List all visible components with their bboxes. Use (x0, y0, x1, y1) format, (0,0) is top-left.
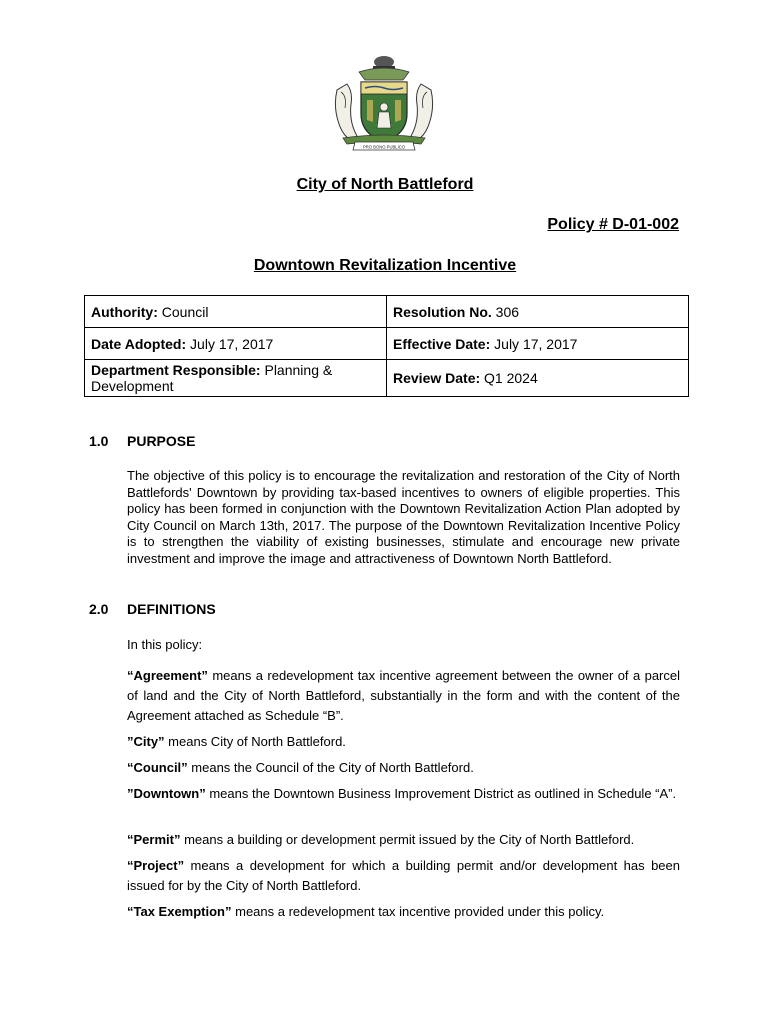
definitions-heading: 2.0 DEFINITIONS (89, 601, 216, 617)
resolution-cell: Resolution No. 306 (387, 296, 689, 328)
definition-item: ”Downtown” means the Downtown Business Improvement District as outlined in Schedule “A”. (127, 786, 677, 801)
table-row (85, 328, 689, 360)
department-cell: Department Responsible: Planning & Development (85, 360, 387, 397)
policy-info-table (84, 295, 689, 397)
city-name-heading: City of North Battleford (296, 176, 474, 193)
review-date-cell: Review Date: Q1 2024 (387, 360, 689, 397)
table-row (85, 360, 689, 397)
definition-item: “Project” means a development for which a building permit and/or development has been issued for by the City of North Battleford. (127, 858, 680, 893)
policy-title: Downtown Revitalization Incentive (253, 257, 517, 274)
definition-item: “Permit” means a building or development permit issued by the City of North Battleford. (127, 832, 635, 847)
effective-date-cell: Effective Date: July 17, 2017 (387, 328, 689, 360)
authority-cell: Authority: Council (85, 296, 387, 328)
definition-item: “Agreement” means a redevelopment tax incentive agreement between the owner of a parcel of land and the City of North Battleford, substantially in the form and with the content of the Agreement attached as Schedule “B”. (127, 668, 680, 723)
purpose-heading: 1.0 PURPOSE (89, 433, 196, 449)
purpose-paragraph: The objective of this policy is to encourage the revitalization and restoration of the City of North Battlefords' Downtown by providing tax-based incentives to owners of eligible properties. This policy has been formed in conjunction with the Downtown Revitalization Action Plan adopted by City Council on March 13th, 2017. The purpose of the Downtown Revitalization Incentive Policy is to strengthen the viability of existing businesses, stimulate and encourage new private investment and improve the image and attractiveness of Downtown North Battleford. (127, 468, 680, 566)
table-row (85, 296, 689, 328)
definition-item: “Council” means the Council of the City of North Battleford. (127, 760, 474, 775)
definition-item: “Tax Exemption” means a redevelopment tax incentive provided under this policy. (127, 904, 605, 919)
definitions-intro: In this policy: (127, 637, 203, 652)
crest-motto: PRO BONO PUBLICO (362, 144, 406, 150)
city-coat-of-arms-icon (329, 52, 439, 154)
definition-item: ”City” means City of North Battleford. (127, 734, 346, 749)
date-adopted-cell: Date Adopted: July 17, 2017 (85, 328, 387, 360)
policy-number: Policy # D-01-002 (547, 216, 679, 233)
